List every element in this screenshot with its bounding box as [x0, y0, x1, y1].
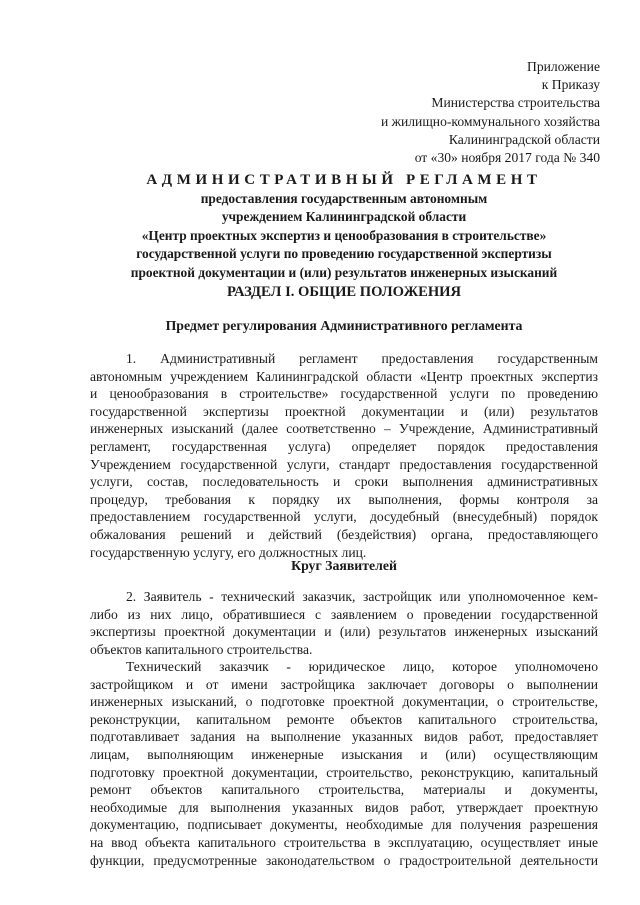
paragraph-2: [90, 588, 598, 658]
paragraph-line: 2. Заявитель - технический заказчик, застройщик или уполномоченное кем-: [126, 589, 598, 604]
paragraph-line: реконструкции, капитальном ремонте объектов капитального строительства,: [90, 711, 598, 727]
appendix-block: [381, 58, 600, 167]
paragraph-line: либо из них лицо, обратившиеся с заявлением о проведении государственной: [90, 606, 598, 622]
paragraph-line: автономным учреждением Калининградской области «Центр проектных экспертиз: [90, 368, 598, 384]
paragraph-line: 1. Административный регламент предоставления государственным: [126, 351, 598, 366]
subtitle-line: предоставления государственным автономным: [200, 191, 488, 206]
paragraph-line: Технический заказчик - юридическое лицо, которое уполномочено: [126, 659, 598, 674]
subtitle-line: «Центр проектных экспертиз и ценообразования в строительстве»: [141, 227, 547, 243]
paragraph-line: инженерных изысканий, о подготовке проектной документации, о строительстве,: [90, 694, 598, 710]
paragraph-line: документацию, подписывает документы, необходимые для получения разрешения: [90, 817, 598, 833]
subtitle-line: проектной документации и (или) результатов инженерных изысканий: [130, 264, 558, 280]
paragraph-line: объектов капитального строительства.: [90, 641, 313, 657]
paragraph-line: процедур, требования к порядку их выполнения, формы контроля за: [90, 491, 598, 507]
paragraph-line: подготовку проектной документации, строительство, реконструкцию, капитальный: [90, 764, 598, 780]
appendix-line: Министерства строительства: [431, 95, 600, 111]
appendix-line: Калининградской области: [448, 131, 600, 147]
subtitle-line: государственной услуги по проведению государственной экспертизы: [136, 246, 552, 262]
paragraph-line: государственной экспертизы проектной документации и (или) результатов: [90, 403, 598, 419]
document-subtitle: [90, 190, 598, 282]
paragraph-line: инженерных изысканий (далее соответственно – Учреждение, Административный: [90, 421, 598, 437]
paragraph-line: услуги, состав, последовательность и сроки выполнения административных: [90, 474, 598, 490]
subsection-heading: Круг Заявителей: [291, 558, 397, 573]
paragraph-line: государственную услугу, его должностных лиц.: [90, 544, 367, 560]
paragraph-line: застройщиком и от имени застройщика заключает договоры о выполнении: [90, 676, 598, 692]
paragraph-line: подготавливает задания на выполнение указанных видов работ, предоставляет: [90, 729, 598, 745]
paragraph-line: лицам, выполняющим инженерные изыскания и (или) осуществляющим: [90, 746, 598, 762]
subtitle-line: учреждением Калининградской области: [221, 209, 467, 225]
paragraph-line: необходимые для выполнения указанных видов работ, утверждает проектную: [90, 799, 598, 815]
paragraph-line: и ценообразования в строительстве» государственной услуги по проведению: [90, 386, 598, 402]
document-title-block: [90, 170, 598, 282]
document-title: АДМИНИСТРАТИВНЫЙ РЕГЛАМЕНТ: [146, 172, 542, 188]
paragraph-line: на ввод объекта капитального строительства в эксплуатацию, осуществляет иные: [90, 834, 598, 850]
appendix-line: от «30» ноября 2017 года № 340: [414, 150, 600, 166]
appendix-line: Приложение: [527, 59, 600, 74]
paragraph-line: ремонт объектов капитального строительства, материалы и документы,: [90, 782, 598, 798]
appendix-line: к Приказу: [541, 77, 600, 93]
paragraph-line: предоставлением государственной услуги, досудебный (внесудебный) порядок: [90, 509, 598, 525]
subsection-heading: Предмет регулирования Административного регламента: [165, 318, 523, 333]
paragraph-1: [90, 350, 598, 561]
paragraph-line: регламент, государственная услуга) определяет порядок предоставления: [90, 438, 598, 454]
paragraph-3: [90, 658, 598, 869]
paragraph-line: Учреждением государственной услуги, стандарт предоставления государственной: [90, 456, 598, 472]
paragraph-line: функции, предусмотренные законодательством о градостроительной деятельности: [90, 852, 598, 868]
paragraph-line: экспертизы проектной документации и (или) результатов инженерных изысканий: [90, 624, 598, 640]
section-title: РАЗДЕЛ I. ОБЩИЕ ПОЛОЖЕНИЯ: [226, 284, 462, 300]
appendix-line: и жилищно-коммунального хозяйства: [380, 113, 600, 129]
paragraph-line: обжалования решений и действий (бездействия) органа, предоставляющего: [90, 526, 598, 542]
